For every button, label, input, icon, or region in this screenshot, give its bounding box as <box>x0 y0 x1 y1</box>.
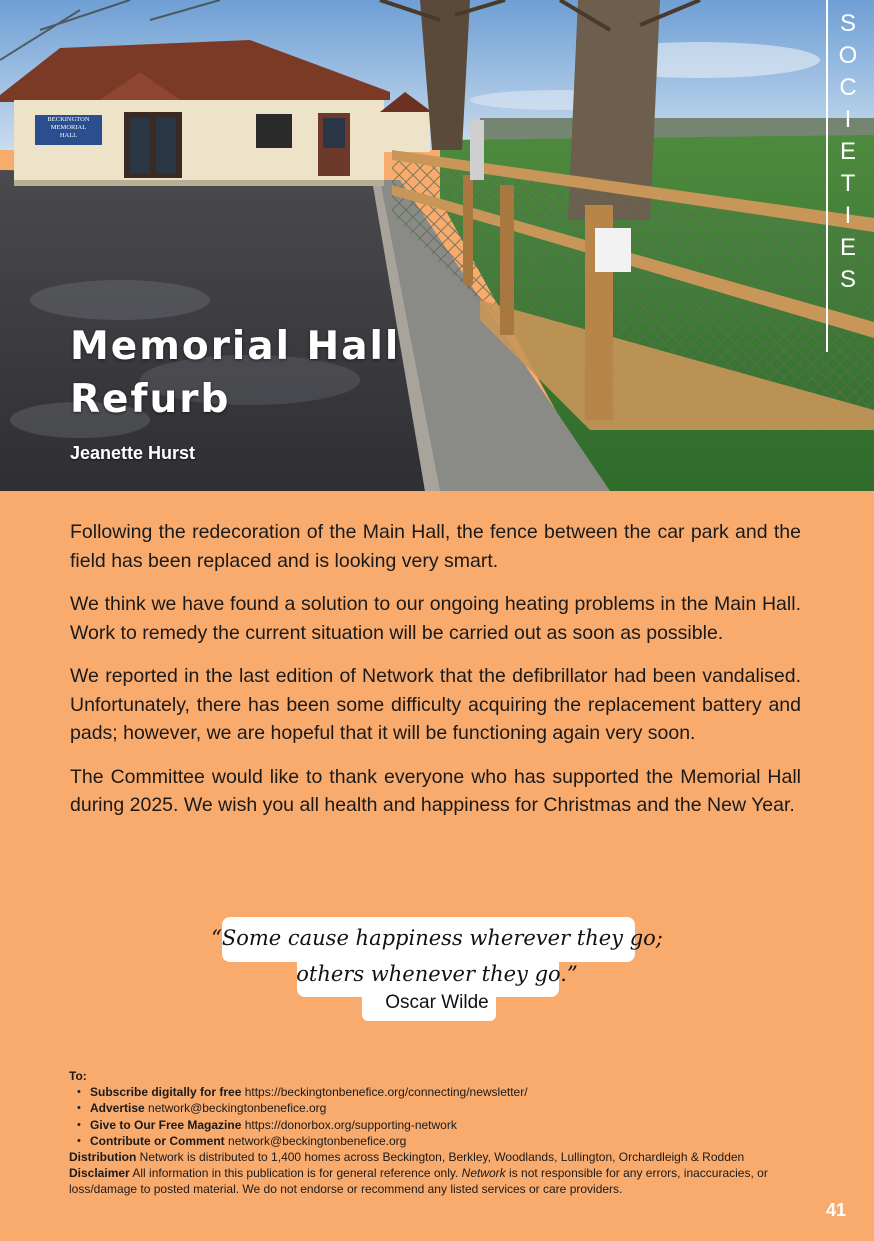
section-label-societies <box>834 8 862 296</box>
article-paragraph: We reported in the last edition of Network that the defibrillator had been vandalised. Unfortunately, there has been some difficulty acquiring the replacement battery and pads; however, we are hopeful that it will be functioning again very soon. <box>70 665 801 744</box>
section-letter: O <box>838 42 858 69</box>
section-letter: E <box>839 234 856 261</box>
disclaimer-text: is not responsible for any errors, inaccuracies, or loss/damage to posted material. We do not endorse or recommend any listed services or care providers. <box>69 1166 768 1197</box>
section-letter: T <box>840 170 856 197</box>
footer-item-label: Advertise <box>90 1101 145 1116</box>
donate-link[interactable]: https://donorbox.org/supporting-network <box>244 1117 457 1132</box>
quote-text: “Some cause happiness wherever they go; <box>211 926 663 950</box>
footer-list-item <box>77 1117 809 1133</box>
article-paragraph: The Committee would like to thank everyone who has supported the Memorial Hall during 2025. We wish you all health and happiness for Christmas and the New Year. <box>70 765 801 816</box>
page-number: 41 <box>826 1200 847 1220</box>
article-author: Jeanette Hurst <box>70 443 196 463</box>
hall-sign-line: BECKINGTON <box>47 116 90 123</box>
distribution-text: Network is distributed to 1,400 homes across Beckington, Berkley, Woodlands, Lullington, Orchardleigh & Rodden <box>139 1150 745 1165</box>
disclaimer-note <box>69 1165 809 1197</box>
disclaimer-label: Disclaimer <box>69 1166 130 1181</box>
quote-author: Oscar Wilde <box>385 992 489 1013</box>
section-letter: S <box>839 10 856 37</box>
footer-list-item <box>77 1084 809 1100</box>
hall-sign-line: MEMORIAL <box>50 124 87 131</box>
magazine-footer <box>69 1068 809 1198</box>
article-body <box>70 518 801 835</box>
hall-sign-line: HALL <box>59 132 78 139</box>
hall-sign-text <box>35 116 102 140</box>
section-letter: I <box>844 106 852 133</box>
disclaimer-network-name: Network <box>461 1166 506 1181</box>
advertise-email-link[interactable]: network@beckingtonbenefice.org <box>148 1101 327 1116</box>
footer-item-label: Contribute or Comment <box>90 1133 225 1148</box>
section-letter: I <box>844 202 852 229</box>
contribute-email-link[interactable]: network@beckingtonbenefice.org <box>228 1133 407 1148</box>
footer-list-item <box>77 1133 809 1149</box>
article-paragraph: Following the redecoration of the Main Hall, the fence between the car park and the field has been replaced and is looking very smart. <box>70 521 801 572</box>
section-letter: C <box>839 74 857 101</box>
disclaimer-text: All information in this publication is for general reference only. <box>132 1166 459 1181</box>
section-divider <box>826 0 828 352</box>
subscribe-link[interactable]: https://beckingtonbenefice.org/connecting/newsletter/ <box>244 1085 528 1100</box>
footer-to-label: To: <box>69 1069 87 1083</box>
footer-list-item <box>77 1100 809 1116</box>
article-title-line: Refurb <box>70 377 231 422</box>
footer-item-label: Give to Our Free Magazine <box>90 1117 242 1132</box>
section-letter: S <box>839 266 856 293</box>
distribution-note <box>69 1149 809 1165</box>
footer-list <box>69 1084 809 1149</box>
quote-text: others whenever they go.” <box>296 962 578 986</box>
section-letter: E <box>839 138 856 165</box>
article-paragraph: We think we have found a solution to our ongoing heating problems in the Main Hall. Work to remedy the current situation will be carried out as soon as possible. <box>70 593 801 644</box>
hero-photo <box>0 0 874 491</box>
distribution-label: Distribution <box>69 1150 137 1165</box>
footer-item-label: Subscribe digitally for free <box>90 1085 242 1100</box>
article-title <box>70 320 400 426</box>
article-title-line: Memorial Hall <box>70 324 401 369</box>
